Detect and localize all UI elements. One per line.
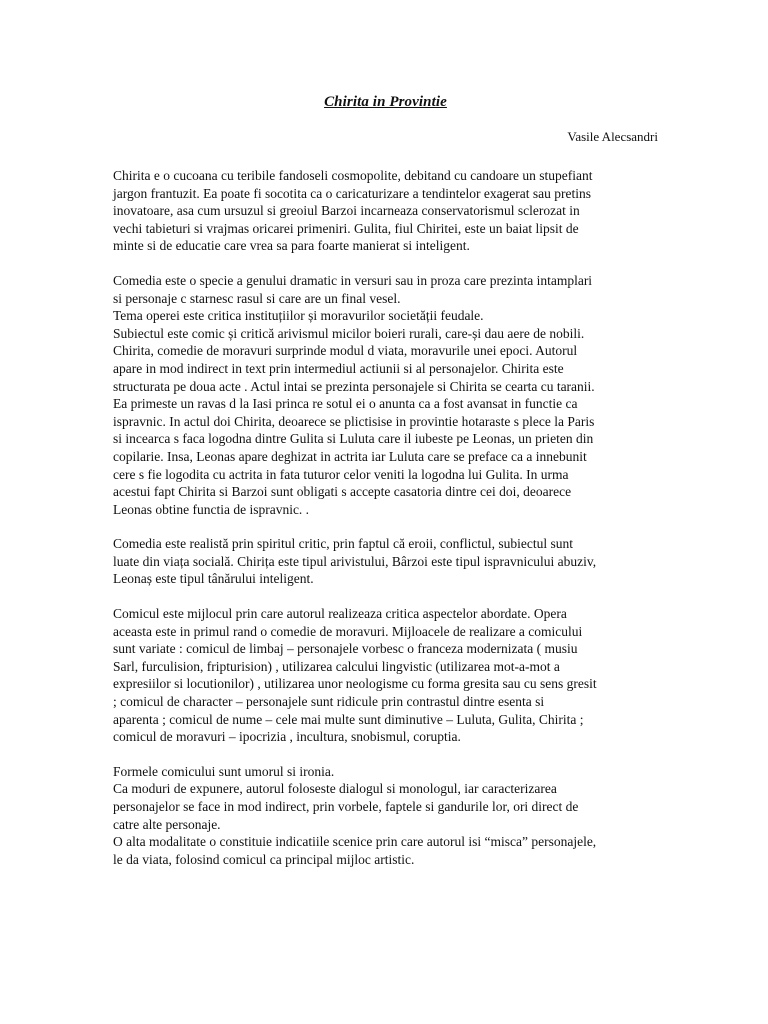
text-line: Comedia este realistă prin spiritul critic, prin faptul că eroii, conflictul, subiectul sunt bbox=[113, 536, 573, 552]
paragraph bbox=[113, 535, 658, 588]
text-line: Subiectul este comic și critică arivismul micilor boieri rurali, care-și dau aere de nobili. bbox=[113, 325, 585, 341]
document-author: Vasile Alecsandri bbox=[567, 129, 658, 144]
text-line: Sarl, furculision, fripturision) , utilizarea calcului lingvistic (utilizarea mot-a-mot a bbox=[113, 658, 560, 674]
text-line: vechi tabieturi si vrajmas oricarei primeniri. Gulita, fiul Chiritei, este un baiat lipsit de bbox=[113, 220, 579, 236]
text-line: Ea primeste un ravas d la Iasi princa re sotul ei o anunta ca a fost avansat in functie ca bbox=[113, 396, 578, 412]
text-line: Comicul este mijlocul prin care autorul realizeaza critica aspectelor abordate. Opera bbox=[113, 606, 567, 622]
paragraph bbox=[113, 605, 658, 746]
text-line: ispravnic. In actul doi Chirita, deoarece se plictisise in provintie hotaraste s plece la Paris bbox=[113, 413, 595, 429]
text-line: si incearca s faca logodna dintre Gulita si Luluta care il iubeste pe Leonas, un prieten din bbox=[113, 431, 594, 447]
text-line: copilarie. Insa, Leonas apare deghizat in actrita iar Luluta care se preface ca a innebunit bbox=[113, 448, 587, 464]
text-line: acestui fapt Chirita si Barzoi sunt obligati s accepte casatoria dintre cei doi, deoarece bbox=[113, 484, 572, 500]
document-body bbox=[113, 167, 658, 868]
text-line: inovatoare, asa cum ursuzul si greoiul Barzoi incarneaza conservatorismul sclerozat in bbox=[113, 203, 580, 219]
text-line: Chirita, comedie de moravuri surprinde modul d viata, moravurile unei epoci. Autorul bbox=[113, 343, 578, 359]
text-line: Chirita e o cucoana cu teribile fandoseli cosmopolite, debitand cu candoare un stupefiant bbox=[113, 168, 593, 183]
text-line: catre alte personaje. bbox=[113, 816, 221, 832]
paragraph bbox=[113, 272, 658, 518]
text-line: Comedia este o specie a genului dramatic in versuri sau in proza care prezinta intamplari bbox=[113, 272, 593, 288]
text-line: structurata pe doua acte . Actul intai se prezinta personajele si Chirita se cearta cu taranii. bbox=[113, 378, 595, 394]
text-line: luate din viața socială. Chirița este tipul arivistului, Bârzoi este tipul ispravnicului abuziv, bbox=[113, 553, 597, 569]
text-line: Leonas obtine functia de ispravnic. . bbox=[113, 501, 310, 517]
text-line: Ca moduri de expunere, autorul foloseste dialogul si monologul, iar caracterizarea bbox=[113, 781, 557, 797]
text-line: cere s fie logodita cu actrita in fata tuturor celor veniti la logodna lui Gulita. In urma bbox=[113, 466, 569, 482]
text-line: jargon frantuzit. Ea poate fi socotita ca o caricaturizare a tendintelor exagerat sau pretins bbox=[113, 185, 592, 201]
text-line: aparenta ; comicul de nume – cele mai multe sunt diminutive – Luluta, Gulita, Chirita ; bbox=[113, 711, 584, 727]
paragraph bbox=[113, 763, 658, 869]
text-line: expresiilor si locutionilor) , utilizarea unor neologisme cu forma gresita sau cu sens gresit bbox=[113, 676, 597, 692]
text-line: Tema operei este critica instituțiilor și moravurilor societății feudale. bbox=[113, 308, 484, 324]
text-line: ; comicul de character – personajele sunt ridicule prin contrastul dintre esenta si bbox=[113, 694, 545, 710]
text-line: si personaje c starnesc rasul si care are un final vesel. bbox=[113, 290, 401, 306]
text-line: le da viata, folosind comicul ca principal mijloc artistic. bbox=[113, 851, 415, 867]
text-line: comicul de moravuri – ipocrizia , incultura, snobismul, coruptia. bbox=[113, 729, 461, 745]
text-line: aceasta este in primul rand o comedie de moravuri. Mijloacele de realizare a comicului bbox=[113, 623, 583, 639]
text-line: sunt variate : comicul de limbaj – personajele vorbesc o franceza modernizata ( musiu bbox=[113, 641, 578, 657]
paragraph bbox=[113, 167, 658, 255]
text-line: Leonaș este tipul tânărului inteligent. bbox=[113, 571, 314, 587]
text-line: O alta modalitate o constituie indicatiile scenice prin care autorul isi “misca” personajele, bbox=[113, 834, 597, 850]
text-line: Formele comicului sunt umorul si ironia. bbox=[113, 763, 335, 779]
text-line: personajelor se face in mod indirect, prin vorbele, faptele si gandurile lor, ori direct de bbox=[113, 799, 579, 814]
document-title: Chirita in Provintie bbox=[324, 94, 447, 110]
text-line: apare in mod indirect in text prin intermediul actiunii si al personajelor. Chirita este bbox=[113, 360, 564, 376]
text-line: minte si de educatie care vrea sa para foarte manierat si inteligent. bbox=[113, 238, 470, 254]
